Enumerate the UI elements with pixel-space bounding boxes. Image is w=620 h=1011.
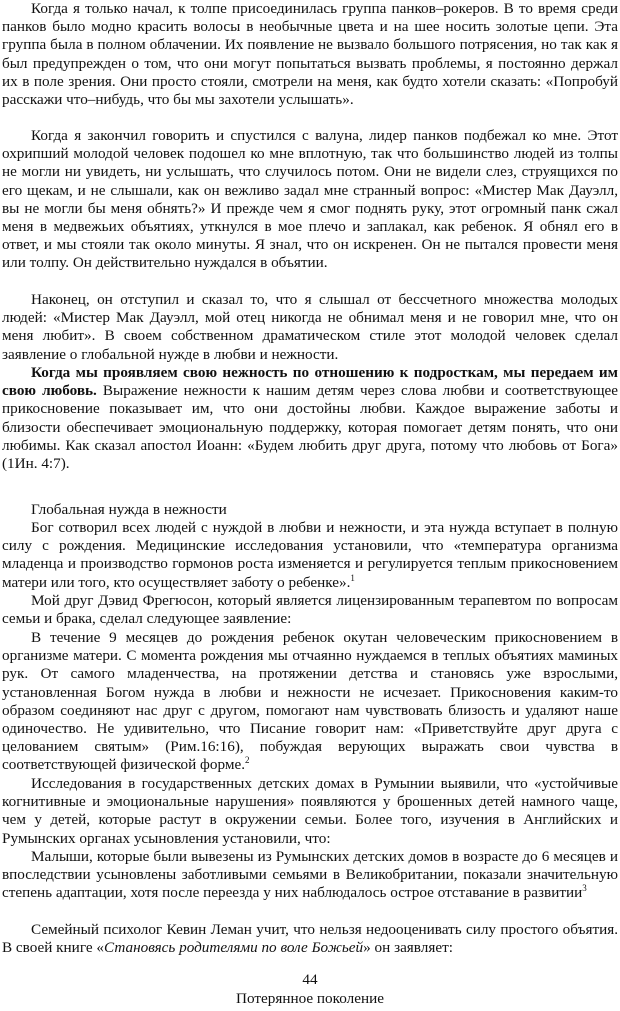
paragraph-4: Когда мы проявляем свою нежность по отношению к подросткам, мы передаем им свою любовь. Выражение нежности к нашим детям через слова любви и соответствующее прикосновение показывает им, что они достойны любви. Каждое выражение заботы и близости обеспечивает эмоциональную поддержку, которая помогает детям понять, что они любимы. Как сказал апостол Иоанн: «Будем любить друг друга, потому что любовь от Бога» (1Ин. 4:7). [2,364,618,473]
footnote-ref-2: 2 [245,755,250,766]
paragraph-8: Исследования в государственных детских домах в Румынии выявили, что «устойчивые когнитивные и эмоциональные нарушения» появляются у брошенных детей намного чаще, чем у детей, которые растут в окружении семьи. Более того, изучения в Английских и Румынских органах усыновления установили, что: [2,775,618,847]
paragraph-7: В течение 9 месяцев до рождения ребенок окутан человеческим прикосновением в организме матери. С момента рождения мы отчаянно нуждаемся в теплых объятиях маминых рук. От самого младенчества, на протяжении детства и становясь уже взрослыми, установленная Богом нужда в любви и нежности не исчезает. Прикосновения каким-то образом соединяют нас друг с другом, помогают нам чувствовать близость и удаляют наше одиночество. Не удивительно, что Писание говорит нам: «Приветствуйте друг друга с целованием святым» (Рим.16:16), побуждая верующих выражать свои чувства в соответствующей физической форме.$^2$ [2,629,618,774]
page-number: 44 [302,971,318,988]
paragraph-3: Наконец, он отступил и сказал то, что я слышал от бессчетного множества молодых людей: «Мистер Мак Дауэлл, мой отец никогда не обнимал меня и не говорил мне, что он меня любит». В своем собственном драматическом стиле этот молодой человек сделал заявление о глобальной нужде в любви и нежности. [2,291,618,363]
footnote-ref-1: 1 [350,572,355,583]
paragraph-1: Когда я только начал, к толпе присоединилась группа панков–рокеров. В то время среди панков было модно красить волосы в необычные цвета и на шее носить золотые цепи. Эта группа была в полном облачении. Их появление не вызвало большого потрясения, но так как я был предупрежден о том, что они могут попытаться вызвать проблемы, я постоянно держал их в поле зрения. Они просто стояли, смотрели на меня, как будто хотели сказать: «Попробуй расскажи что–нибудь, что бы мы захотели услышать». [2,0,618,109]
paragraph-6: Мой друг Дэвид Фрегюсон, который является лицензированным терапевтом по вопросам семьи и брака, сделал следующее заявление: [2,592,618,628]
paragraph-2: Когда я закончил говорить и спустился с валуна, лидер панков подбежал ко мне. Этот охрипший молодой человек подошел ко мне вплотную, так что большинство людей из толпы не могли ни увидеть, ни услышать, что случилось потом. Они не видели слез, струящихся по его щекам, и не слышали, как он вежливо задал мне странный вопрос: «Мистер Мак Дауэлл, вы не могли бы меня обнять?» И прежде чем я смог поднять руку, этот огромный панк сжал меня в медвежьих объятиях, уткнулся в мое плечо и заплакал, как ребенок. Я обнял его в ответ, и мы стояли так около минуты. Я знал, что он искренен. Он не пытался провести меня или толпу. Он действительно нуждался в объятии. [2,127,618,272]
footnote-ref-3: 3 [582,883,587,894]
paragraph-5: Бог сотворил всех людей с нуждой в любви и нежности, и эта нужда вступает в полную силу с рождения. Медицинские исследования установили, что «температура организма младенца и производство гормонов роста изменяется и регулируется теплым прикосновением матери или того, кто осуществляет заботу о ребенке».$^1$ [2,519,618,591]
paragraph-10: Семейный психолог Кевин Леман учит, что нельзя недооценивать силу простого объятия. В своей книге «Становясь родителями по воле Божьей» он заявляет: [2,921,618,957]
running-footer-title: Потерянное поколение [236,990,384,1007]
book-title-italic: Становясь родителями по воле Божьей [103,939,364,957]
paragraph-9: Малыши, которые были вывезены из Румынских детских домов в возрасте до 6 месяцев и впоследствии усыновлены заботливыми семьями в Великобритании, показали значительную степень адаптации, хотя после переезда у них наблюдалось острое отставание в развитии$^3$ [2,848,618,902]
section-heading: Глобальная нужда в нежности [31,501,227,518]
bold-lead-sentence: Когда мы проявляем свою нежность по отношению к подросткам, мы передаем им свою любовь. [2,364,618,400]
